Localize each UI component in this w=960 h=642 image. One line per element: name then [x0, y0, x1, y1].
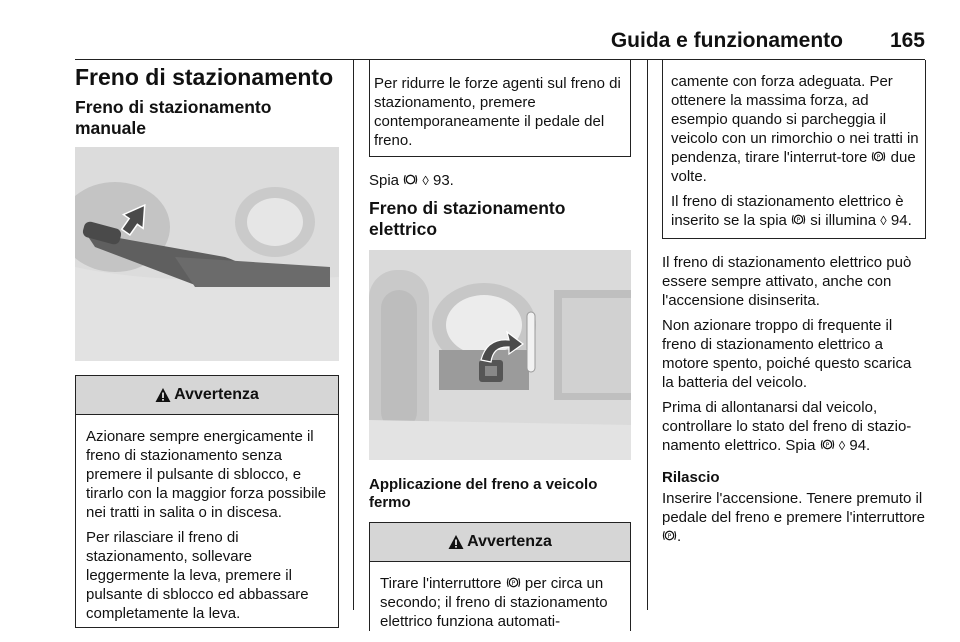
header-title: Guida e funzionamento: [610, 29, 843, 52]
warning-icon: [155, 387, 171, 403]
page-ref-icon: ◊: [422, 173, 429, 188]
body-text: Prima di allontanarsi dal veicolo, controllare lo stato del freno di stazio-namento elettrico. Spia P ◊ 94.: [662, 399, 912, 454]
warning-title: Avvertenza: [174, 386, 259, 403]
parking-brake-p-icon: [662, 529, 677, 542]
parking-brake-p-icon: [506, 576, 521, 589]
svg-text:P: P: [667, 532, 672, 540]
parking-brake-p-icon: [820, 438, 835, 451]
warning-title: Avvertenza: [467, 533, 552, 550]
electric-brake-illustration: [369, 250, 631, 460]
body-text: Inserire l'accensione. Tenere premuto il pedale del freno e premere l'interruttore P .: [662, 490, 926, 545]
body-text: Il freno di stazionamento elettrico può essere sempre attivato, anche con l'accensione disinserita.: [662, 254, 912, 309]
brake-warning-icon: [403, 173, 418, 186]
warning-icon: [448, 534, 464, 550]
warning-header: [76, 376, 338, 415]
svg-text:P: P: [825, 441, 829, 449]
column-1: [75, 60, 339, 628]
page-header: [75, 26, 925, 56]
note-box: [369, 60, 631, 157]
rilascio-heading: Rilascio: [662, 469, 720, 486]
section-heading: Freno di stazionamento: [75, 64, 334, 90]
manual-brake-illustration: [75, 147, 339, 361]
subsection-heading: Freno di stazionamento manuale: [75, 97, 272, 138]
spia-reference: Spia ◊ 93.: [369, 172, 454, 189]
warning-header: [370, 523, 630, 562]
note-text: Per ridurre le forze agenti sul freno di stazionamento, premere contemporaneamente il pedale del freno.: [374, 75, 621, 149]
warning-text: Per rilasciare il freno di stazionamento, sollevare leggermente la leva, premere il pulsante di sblocco ed abbassare completamente la leva.: [86, 529, 309, 622]
svg-text:P: P: [796, 216, 801, 224]
column-divider: [647, 60, 648, 610]
svg-text:P: P: [511, 579, 516, 587]
svg-text:P: P: [877, 153, 881, 161]
warning-text: camente con forza adeguata. Per ottenere la massima forza, ad esempio quando si parcheggia il veicolo con un rimorchio o nei tratti in pendenza, tirare l'interrut-tore P due volte.: [671, 73, 919, 185]
apply-heading: Applicazione del freno a veicolo fermo: [369, 476, 598, 511]
column-3: [662, 60, 926, 552]
parking-brake-p-icon: [871, 150, 886, 163]
subsection-heading: Freno di stazionamento elettrico: [369, 198, 566, 239]
warning-box: [75, 375, 339, 628]
parking-brake-p-icon: [791, 213, 806, 226]
page-number: 165: [889, 29, 925, 52]
warning-box: [369, 522, 631, 631]
column-2: [369, 60, 631, 631]
column-divider: [353, 60, 354, 610]
warning-text: Il freno di stazionamento elettrico è inserito se la spia P si illumina ◊ 94.: [671, 193, 912, 229]
body-text: Non azionare troppo di frequente il freno di stazionamento elettrico a motore spento, poiché questo scarica la batteria del veicolo.: [662, 317, 912, 391]
warning-continued-box: [662, 60, 926, 239]
page-ref-icon: ◊: [838, 438, 846, 453]
page-ref-icon: ◊: [880, 213, 887, 228]
warning-text: Tirare l'interruttore P per circa un secondo; il freno di stazionamento elettrico funziona automati-: [380, 575, 608, 630]
warning-text: Azionare sempre energicamente il freno di stazionamento senza premere il pulsante di sblocco, e tirarlo con la maggior forza possibile nei tratti in salita o in discesa.: [86, 428, 327, 521]
